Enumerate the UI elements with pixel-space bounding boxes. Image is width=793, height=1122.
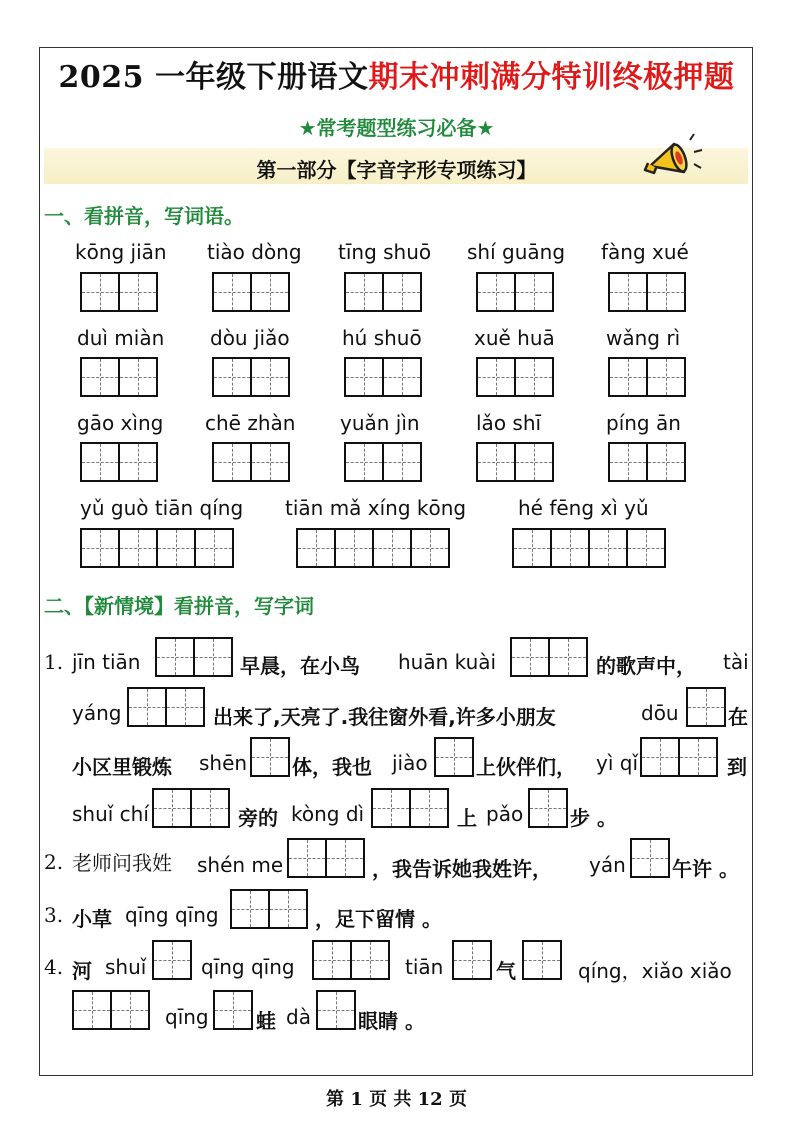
writing-grid[interactable] (80, 272, 158, 312)
writing-grid[interactable] (371, 788, 449, 828)
grid-cell[interactable] (155, 637, 195, 677)
writing-grid[interactable] (152, 940, 192, 980)
writing-grid[interactable] (212, 357, 290, 397)
pinyin-label: hé fēng xì yǔ (518, 496, 649, 520)
grid-cell[interactable] (152, 940, 192, 980)
grid-cell[interactable] (212, 272, 252, 312)
pinyin-label: dà (286, 1005, 311, 1029)
title-black-part: 2025 一年级下册语文 (58, 60, 369, 95)
writing-grid[interactable] (212, 442, 290, 482)
pinyin-label: dōu (641, 701, 679, 725)
sentence-text: 的歌声中， (596, 654, 696, 678)
grid-cell[interactable] (287, 838, 327, 878)
writing-grid[interactable] (230, 889, 308, 929)
pinyin-label: duì miàn (77, 326, 165, 350)
question-number: 1. (44, 650, 64, 674)
sentence-text: 到 (727, 755, 747, 779)
pinyin-label: shén me (197, 853, 284, 877)
writing-grid[interactable] (80, 357, 158, 397)
pinyin-label: qíng，xiǎo xiǎo (578, 959, 732, 983)
grid-cell[interactable] (268, 889, 308, 929)
grid-cell[interactable] (528, 788, 568, 828)
q4-number (44, 955, 63, 979)
grid-cell[interactable] (646, 357, 686, 397)
pinyin-label: yán (589, 853, 626, 877)
sentence-text: 气 (496, 959, 516, 983)
grid-cell[interactable] (316, 990, 356, 1030)
grid-cell[interactable] (476, 357, 516, 397)
writing-grid[interactable] (522, 940, 562, 980)
grid-cell[interactable] (334, 528, 374, 568)
pinyin-label: yì qǐ (596, 751, 639, 775)
q2-number (44, 850, 63, 874)
pinyin-label: tiān mǎ xíng kōng (285, 496, 467, 520)
writing-grid[interactable] (250, 737, 290, 777)
pinyin-label: dòu jiǎo (210, 326, 290, 350)
grid-cell[interactable] (156, 528, 196, 568)
grid-cell[interactable] (80, 442, 120, 482)
grid-cell[interactable] (118, 528, 158, 568)
writing-grid[interactable] (316, 990, 356, 1030)
pinyin-label: yǔ guò tiān qíng (80, 496, 244, 520)
writing-grid[interactable] (686, 687, 726, 727)
section-2-title: 二、【新情境】看拼音，写字词 (44, 594, 314, 618)
writing-grid[interactable] (80, 442, 158, 482)
pinyin-label: lǎo shī (476, 411, 542, 435)
page-title (0, 52, 793, 96)
pinyin-label: shēn (199, 751, 248, 775)
grid-cell[interactable] (510, 637, 550, 677)
writing-grid[interactable] (296, 528, 450, 568)
part-title: 第一部分【字音字形专项练习】 (256, 158, 537, 182)
grid-cell[interactable] (452, 940, 492, 980)
grid-cell[interactable] (640, 737, 680, 777)
sentence-text: 步 。 (570, 806, 617, 830)
writing-grid[interactable] (80, 528, 234, 568)
writing-grid[interactable] (608, 442, 686, 482)
grid-cell[interactable] (410, 528, 450, 568)
sentence-text: 眼睛 。 (358, 1009, 425, 1033)
pinyin-label: pǎo (486, 802, 524, 826)
question-number: 4. (44, 955, 64, 979)
grid-cell[interactable] (118, 272, 158, 312)
grid-cell[interactable] (371, 788, 411, 828)
grid-cell[interactable] (127, 687, 167, 727)
section-1-title: 一、看拼音，写词语。 (44, 204, 244, 228)
grid-cell[interactable] (344, 272, 384, 312)
question-number: 3. (44, 903, 64, 927)
grid-cell[interactable] (476, 442, 516, 482)
grid-cell[interactable] (626, 528, 666, 568)
pinyin-label: shuǐ chí (72, 802, 149, 826)
grid-cell[interactable] (118, 357, 158, 397)
sentence-text: 蛙 (256, 1009, 276, 1033)
sentence-text: 小区里锻炼 (72, 755, 172, 779)
pinyin-label: jīn tiān (72, 650, 141, 674)
pinyin-label: jiào (392, 751, 428, 775)
pinyin-label: tài (723, 650, 749, 674)
sentence-text: 老师问我姓 (72, 851, 172, 875)
pinyin-label: wǎng rì (606, 326, 681, 350)
pinyin-label: gāo xìng (77, 411, 164, 435)
writing-grid[interactable] (608, 357, 686, 397)
grid-cell[interactable] (212, 442, 252, 482)
grid-cell[interactable] (152, 788, 192, 828)
sentence-text: 早晨，在小鸟 (240, 654, 360, 678)
writing-grid[interactable] (452, 940, 492, 980)
pinyin-label: qīng (165, 1005, 209, 1029)
sentence-text: 午许 。 (672, 857, 739, 881)
writing-grid[interactable] (127, 687, 205, 727)
pinyin-label: huān kuài (398, 650, 497, 674)
pinyin-label: xuě huā (474, 326, 555, 350)
grid-cell[interactable] (522, 940, 562, 980)
pinyin-label: tiān (405, 955, 444, 979)
grid-cell[interactable] (165, 687, 205, 727)
grid-cell[interactable] (350, 940, 390, 980)
pinyin-label: shuǐ (105, 955, 147, 979)
grid-cell[interactable] (190, 788, 230, 828)
writing-grid[interactable] (155, 637, 233, 677)
grid-cell[interactable] (514, 357, 554, 397)
pinyin-label: yuǎn jìn (340, 411, 420, 435)
grid-cell[interactable] (344, 357, 384, 397)
pinyin-label: fàng xué (601, 240, 689, 264)
writing-grid[interactable] (213, 990, 253, 1030)
grid-cell[interactable] (194, 528, 234, 568)
grid-cell[interactable] (382, 272, 422, 312)
grid-cell[interactable] (372, 528, 412, 568)
grid-cell[interactable] (630, 838, 670, 878)
grid-cell[interactable] (72, 990, 112, 1030)
sentence-text: 上伙伴们， (476, 755, 576, 779)
pinyin-label: kōng jiān (75, 240, 167, 264)
writing-grid[interactable] (287, 838, 365, 878)
writing-grid[interactable] (476, 272, 554, 312)
grid-cell[interactable] (608, 442, 648, 482)
grid-cell[interactable] (312, 940, 352, 980)
grid-cell[interactable] (382, 442, 422, 482)
sentence-text: 出来了,天亮了.我往窗外看,许多小朋友 (213, 705, 556, 729)
writing-grid[interactable] (312, 940, 390, 980)
grid-cell[interactable] (608, 357, 648, 397)
q1-number (44, 650, 63, 674)
grid-cell[interactable] (296, 528, 336, 568)
sentence-text: 河 (72, 959, 92, 983)
writing-grid[interactable] (212, 272, 290, 312)
grid-cell[interactable] (382, 357, 422, 397)
grid-cell[interactable] (678, 737, 718, 777)
sentence-text: ，足下留情 。 (315, 907, 442, 931)
grid-cell[interactable] (80, 357, 120, 397)
q3-number (44, 903, 63, 927)
grid-cell[interactable] (80, 272, 120, 312)
grid-cell[interactable] (250, 737, 290, 777)
writing-grid[interactable] (344, 272, 422, 312)
grid-cell[interactable] (514, 442, 554, 482)
question-number: 2. (44, 850, 64, 874)
page-footer: 第 1 页 共 12 页 (326, 1089, 467, 1110)
grid-cell[interactable] (686, 687, 726, 727)
writing-grid[interactable] (72, 990, 150, 1030)
title-red-part: 期末冲刺满分特训终极押题 (368, 60, 735, 95)
grid-cell[interactable] (588, 528, 628, 568)
writing-grid[interactable] (344, 357, 422, 397)
pinyin-label: qīng qīng (201, 955, 295, 979)
grid-cell[interactable] (514, 272, 554, 312)
writing-grid[interactable] (512, 528, 666, 568)
grid-cell[interactable] (110, 990, 150, 1030)
writing-grid[interactable] (630, 838, 670, 878)
grid-cell[interactable] (250, 272, 290, 312)
sentence-text: ，我告诉她我姓许， (372, 857, 552, 881)
grid-cell[interactable] (548, 637, 588, 677)
grid-cell[interactable] (250, 357, 290, 397)
grid-cell[interactable] (646, 272, 686, 312)
writing-grid[interactable] (640, 737, 718, 777)
pinyin-label: shí guāng (467, 240, 566, 264)
pinyin-label: kòng dì (291, 802, 365, 826)
grid-cell[interactable] (512, 528, 552, 568)
sentence-text: 上 (457, 806, 477, 830)
sentence-text: 体，我也 (292, 755, 372, 779)
megaphone-icon (640, 132, 704, 186)
grid-cell[interactable] (476, 272, 516, 312)
pinyin-label: tīng shuō (338, 240, 432, 264)
grid-cell[interactable] (434, 737, 474, 777)
grid-cell[interactable] (550, 528, 590, 568)
writing-grid[interactable] (608, 272, 686, 312)
grid-cell[interactable] (646, 442, 686, 482)
pinyin-label: yáng (72, 701, 122, 725)
grid-cell[interactable] (118, 442, 158, 482)
subtitle: ★常考题型练习必备★ (298, 116, 495, 140)
grid-cell[interactable] (212, 357, 252, 397)
grid-cell[interactable] (80, 528, 120, 568)
pinyin-label: tiào dòng (207, 240, 302, 264)
writing-grid[interactable] (344, 442, 422, 482)
grid-cell[interactable] (193, 637, 233, 677)
pinyin-label: hú shuō (342, 326, 422, 350)
writing-grid[interactable] (476, 357, 554, 397)
writing-grid[interactable] (510, 637, 588, 677)
sentence-text: 在 (728, 705, 748, 729)
sentence-text: 小草 (72, 907, 112, 931)
grid-cell[interactable] (250, 442, 290, 482)
pinyin-label: chē zhàn (205, 411, 296, 435)
grid-cell[interactable] (344, 442, 384, 482)
writing-grid[interactable] (476, 442, 554, 482)
writing-grid[interactable] (152, 788, 230, 828)
pinyin-label: píng ān (606, 411, 681, 435)
writing-grid[interactable] (528, 788, 568, 828)
grid-cell[interactable] (230, 889, 270, 929)
sentence-text: 旁的 (238, 806, 278, 830)
grid-cell[interactable] (409, 788, 449, 828)
grid-cell[interactable] (213, 990, 253, 1030)
writing-grid[interactable] (434, 737, 474, 777)
grid-cell[interactable] (608, 272, 648, 312)
pinyin-label: qīng qīng (125, 903, 219, 927)
grid-cell[interactable] (325, 838, 365, 878)
